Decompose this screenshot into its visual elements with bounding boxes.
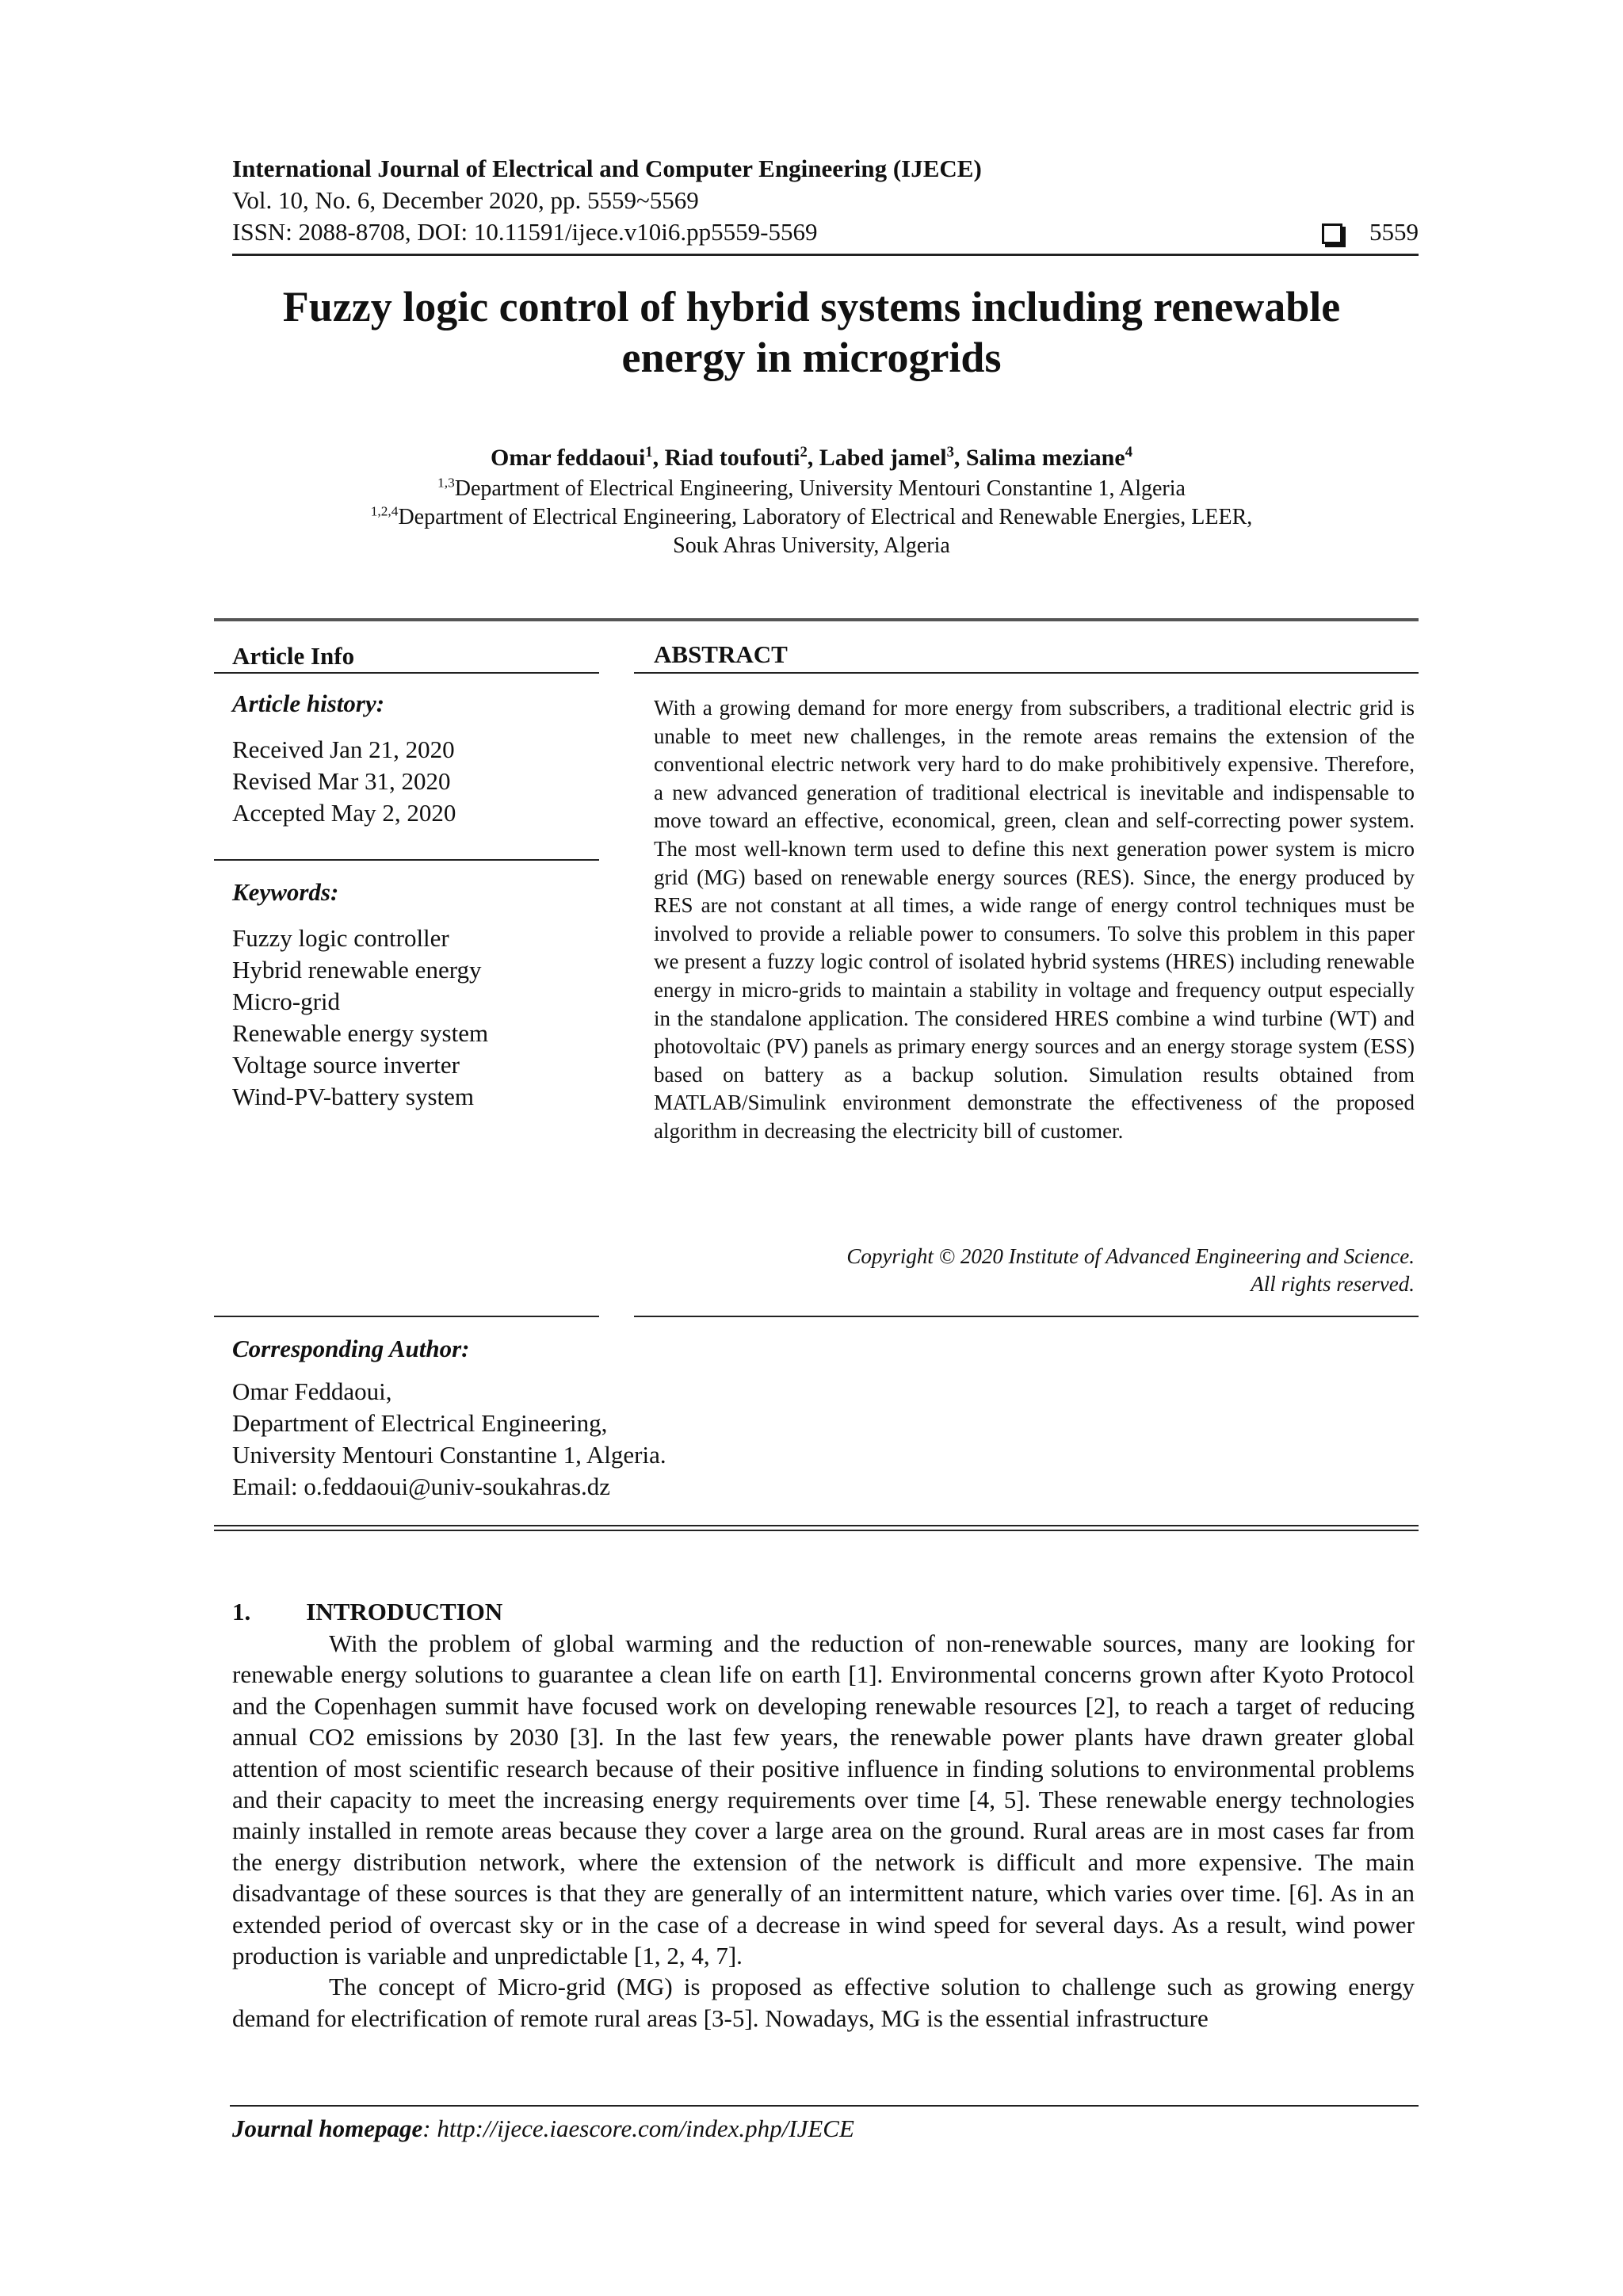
- abstract-text: With a growing demand for more energy from subscribers, a traditional electric grid is unable to meet new challenges, in the remote areas remains the extension of the conventional electric network very hard to do make prohibitively expensive. Therefore, a new advanced generation of traditional electrical is inevitable and indispensable to move toward an effective, economical, green, clean and self-correcting power system. The most well-known term used to define this next generation power system is micro grid (MG) based on renewable energy sources (RES). Since, the energy produced by RES are not constant at all times, a wide range of energy control techniques must be involved to provide a reliable power to consumers. To solve this problem in this paper we present a fuzzy logic control of isolated hybrid systems (HRES) including renewable energy in micro-grids to maintain a stability in voltage and frequency output especially in the standalone application. The considered HRES combine a wind turbine (WT) and photovoltaic (PV) panels as primary energy sources and an energy storage system (ESS) based on battery as a backup solution. Simulation results obtained from MATLAB/Simulink environment demonstrate the effectiveness of the proposed algorithm in decreasing the electricity bill of customer.: [654, 696, 1415, 1143]
- abstract-heading: ABSTRACT: [654, 640, 788, 668]
- paragraph: The concept of Micro-grid (MG) is proposed as effective solution to challenge such as growing energy demand for electrification of remote rural areas [3-5]. Nowadays, MG is the essential infrastructure: [232, 1973, 1415, 2032]
- history-rule: [214, 859, 599, 861]
- history-revised: Revised Mar 31, 2020: [232, 767, 451, 795]
- infobox-bottom-rule-2: [214, 1530, 1419, 1531]
- journal-issn: ISSN: 2088-8708, DOI: 10.11591/ijece.v10i6.pp5559-5569: [232, 218, 818, 246]
- corresponding-email: Email: o.feddaoui@univ-soukahras.dz: [232, 1473, 611, 1500]
- keyword: Wind-PV-battery system: [232, 1083, 474, 1110]
- author: Riad toufouti$^2$: [664, 444, 808, 471]
- keyword: Fuzzy logic controller: [232, 924, 449, 952]
- infobox-right-bottom-rule: [634, 1316, 1419, 1317]
- history-received: Received Jan 21, 2020: [232, 735, 455, 763]
- corresponding-line: University Mentouri Constantine 1, Algeria.: [232, 1441, 666, 1469]
- article-history: [232, 688, 597, 829]
- article-info-rule: [214, 672, 599, 674]
- history-accepted: Accepted May 2, 2020: [232, 799, 456, 827]
- history-label: Article history:: [232, 690, 385, 717]
- corresponding-line: Department of Electrical Engineering,: [232, 1409, 608, 1437]
- page-number: 5559: [1369, 218, 1419, 246]
- keyword: Hybrid renewable energy: [232, 956, 482, 984]
- keywords-label: Keywords:: [232, 878, 339, 906]
- footer-label: Journal homepage: [232, 2115, 423, 2142]
- copyright: Copyright © 2020 Institute of Advanced Engineering and Science. All rights reserved.: [846, 1244, 1415, 1296]
- keywords: [232, 877, 597, 1113]
- journal-name: International Journal of Electrical and Computer Engineering (IJECE): [232, 155, 982, 182]
- article-info-heading: Article Info: [232, 642, 355, 670]
- author: Labed jamel$^3$: [819, 444, 954, 471]
- author: Omar feddaoui$^1$: [491, 444, 653, 471]
- infobox-top-rule: [214, 618, 1419, 621]
- keyword: Renewable energy system: [232, 1019, 489, 1047]
- title-line-2: energy in microgrids: [621, 334, 1002, 381]
- square-icon: [1322, 223, 1342, 244]
- corresponding-line: Omar Feddaoui,: [232, 1377, 392, 1405]
- corresponding-author: [232, 1333, 945, 1503]
- footer-rule: [230, 2105, 1419, 2107]
- journal-volume: Vol. 10, No. 6, December 2020, pp. 5559~5569: [232, 186, 699, 214]
- affiliation: $^{1,2,4}$Department of Electrical Engineering, Laboratory of Electrical and Renewable Energies, LEER,: [370, 503, 1253, 529]
- title-line-1: Fuzzy logic control of hybrid systems including renewable: [282, 283, 1341, 330]
- infobox-left-bottom-rule: [214, 1316, 599, 1317]
- footer: [232, 2113, 854, 2145]
- affiliation: Souk Ahras University, Algeria: [673, 533, 950, 558]
- paragraph: With the problem of global warming and the reduction of non-renewable sources, many are looking for renewable energy solutions to guarantee a clean life on earth [1]. Environmental concerns grown after Kyoto Protocol and the Copenhagen summit have focused work on developing renewable resources [2], to reach a target of reducing annual CO2 emissions by 2030 [3]. In the last few years, the renewable power plants have drawn greater global attention of most scientific research because of their positive influence in finding solutions to environmental problems and their capacity to meet the increasing energy requirements over time [4, 5]. These renewable energy technologies mainly installed in remote areas because they cover a large area on the ground. Rural areas are in most cases far from the energy distribution network, where the extension of the network is difficult and more expensive. The main disadvantage of these sources is that they are generally of an intermittent nature, which varies over time. [6]. As in an extended period of overcast sky or in the case of a decrease in wind speed for several days. As a result, wind power production is variable and unpredictable [1, 2, 4, 7].: [232, 1629, 1415, 1970]
- journal-homepage-link[interactable]: : http://ijece.iaescore.com/index.php/IJECE: [422, 2115, 854, 2142]
- introduction-body: [232, 1628, 1415, 2034]
- author-list: Omar feddaoui$^1$, Riad toufouti$^2$, Labed jamel$^3$, Salima meziane$^4$: [491, 444, 1132, 471]
- keyword: Voltage source inverter: [232, 1051, 460, 1079]
- corresponding-label: Corresponding Author:: [232, 1335, 470, 1362]
- header-rule: [232, 254, 1419, 256]
- infobox-bottom-rule-1: [214, 1525, 1419, 1526]
- introduction-heading: 1. INTRODUCTION: [232, 1598, 503, 1626]
- author: Salima meziane$^4$: [965, 444, 1132, 471]
- abstract-rule: [634, 672, 1419, 674]
- affiliation: $^{1,3}$Department of Electrical Engineering, University Mentouri Constantine 1, Algeria: [437, 475, 1186, 501]
- paper-title: [158, 281, 1465, 383]
- keyword: Micro-grid: [232, 988, 341, 1015]
